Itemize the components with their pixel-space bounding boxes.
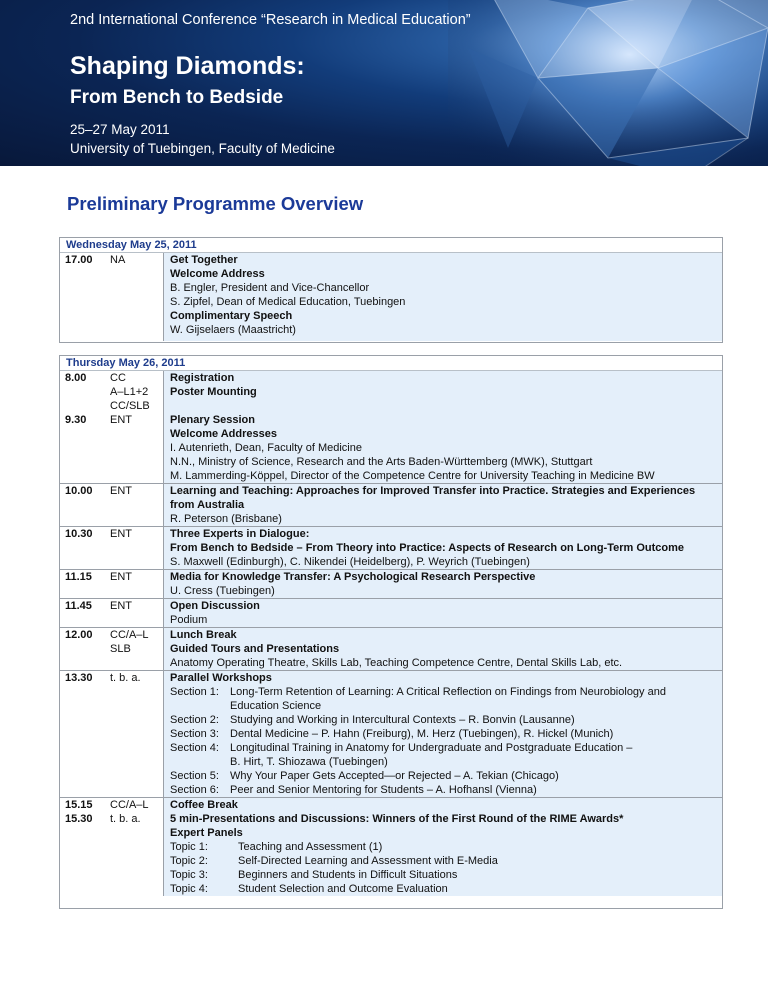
day-table-thursday [59, 355, 723, 909]
room-cell: t. b. a. [104, 671, 164, 797]
event-detail: N.N., Ministry of Science, Research and the Arts Baden-Württemberg (MWK), Stuttgart [170, 456, 593, 468]
room-cell: ENT [104, 599, 164, 627]
time-cell: 13.30 [60, 671, 104, 797]
event-title: Plenary Session [170, 414, 255, 426]
event-cell [164, 599, 722, 627]
room-cell: t. b. a. [104, 812, 164, 896]
event-detail: U. Cress (Tuebingen) [170, 585, 275, 597]
room-label: SLB [110, 643, 131, 655]
event-title: Complimentary Speech [170, 310, 293, 322]
time-cell: 15.15 [60, 798, 104, 812]
workshop-section [170, 713, 722, 727]
event-title: Open Discussion [170, 600, 260, 612]
conference-banner [0, 0, 768, 166]
section-text: Peer and Senior Mentoring for Students – A. Hofhansl (Vienna) [230, 784, 537, 796]
conference-subtitle: From Bench to Bedside [70, 87, 284, 108]
topic-text: Beginners and Students in Difficult Situations [238, 869, 458, 881]
event-cell [164, 798, 722, 812]
day-table-wednesday [59, 237, 723, 343]
table-row [60, 598, 722, 627]
section-text: Longitudinal Training in Anatomy for Undergraduate and Postgraduate Education – [230, 742, 633, 754]
time-cell: 17.00 [60, 253, 104, 341]
event-detail: Anatomy Operating Theatre, Skills Lab, Teaching Competence Centre, Dental Skills Lab, etc. [170, 657, 623, 669]
topic-label: Topic 3: [170, 869, 208, 881]
workshop-section [170, 769, 722, 783]
conference-venue: University of Tuebingen, Faculty of Medicine [70, 141, 335, 156]
room-cell [104, 371, 164, 413]
workshop-section [170, 685, 722, 699]
room-cell: CC/A–L [104, 798, 164, 812]
day-date: Wednesday May 25, 2011 [60, 238, 722, 253]
panel-topic [170, 840, 722, 854]
room-label: CC/SLB [110, 400, 150, 412]
time-cell: 10.30 [60, 527, 104, 569]
event-detail: M. Lammerding-Köppel, Director of the Competence Centre for University Teaching in Medicine BW [170, 470, 655, 482]
room-cell: ENT [104, 413, 164, 483]
day-date: Thursday May 26, 2011 [60, 356, 722, 371]
table-row [60, 670, 722, 797]
event-title: Parallel Workshops [170, 672, 272, 684]
table-row [60, 627, 722, 670]
event-detail: Podium [170, 614, 208, 626]
time-cell: 8.00 [60, 371, 104, 413]
section-label: Section 2: [170, 714, 219, 726]
table-row [60, 253, 722, 341]
section-text: Studying and Working in Intercultural Contexts – R. Bonvin (Lausanne) [230, 714, 575, 726]
room-cell: NA [104, 253, 164, 341]
time-cell: 11.15 [60, 570, 104, 598]
topic-text: Teaching and Assessment (1) [238, 841, 383, 853]
room-cell: ENT [104, 527, 164, 569]
event-detail: W. Gijselaers (Maastricht) [170, 324, 296, 336]
table-row [60, 812, 722, 896]
event-title: Coffee Break [170, 799, 238, 811]
event-title: Lunch Break [170, 629, 237, 641]
event-title: Guided Tours and Presentations [170, 643, 340, 655]
panel-topic [170, 882, 722, 896]
event-title: Learning and Teaching: Approaches for Improved Transfer into Practice. Strategies and Experiences [170, 485, 696, 497]
time-cell: 12.00 [60, 628, 104, 670]
conference-title: Shaping Diamonds: [70, 52, 305, 80]
section-text-continued: B. Hirt, T. Shiozawa (Tuebingen) [230, 756, 388, 768]
table-row [60, 483, 722, 526]
topic-label: Topic 2: [170, 855, 208, 867]
event-cell [164, 253, 722, 341]
event-cell [164, 812, 722, 896]
section-label: Section 3: [170, 728, 219, 740]
section-label: Section 4: [170, 742, 219, 754]
table-row [60, 797, 722, 812]
page-title: Preliminary Programme Overview [67, 193, 364, 214]
event-detail: B. Engler, President and Vice-Chancellor [170, 282, 370, 294]
workshop-section [170, 741, 722, 755]
table-row [60, 371, 722, 413]
event-cell [164, 413, 722, 483]
event-title: Media for Knowledge Transfer: A Psychological Research Perspective [170, 571, 536, 583]
event-cell [164, 671, 722, 797]
event-detail: S. Zipfel, Dean of Medical Education, Tuebingen [170, 296, 406, 308]
event-cell [164, 371, 722, 413]
time-cell: 10.00 [60, 484, 104, 526]
workshop-section [170, 727, 722, 741]
time-cell: 11.45 [60, 599, 104, 627]
event-title: From Bench to Bedside – From Theory into Practice: Aspects of Research on Long-Term Outcome [170, 542, 685, 554]
event-cell [164, 527, 722, 569]
event-title: Poster Mounting [170, 386, 257, 398]
event-title: Three Experts in Dialogue: [170, 528, 310, 540]
conference-dates: 25–27 May 2011 [70, 122, 170, 137]
event-title: Welcome Addresses [170, 428, 277, 440]
event-cell [164, 628, 722, 670]
event-detail: I. Autenrieth, Dean, Faculty of Medicine [170, 442, 362, 454]
topic-text: Self-Directed Learning and Assessment with E-Media [238, 855, 498, 867]
section-text-continued: Education Science [230, 700, 322, 712]
event-title: Registration [170, 372, 235, 384]
table-row [60, 569, 722, 598]
event-cell [164, 484, 722, 526]
topic-label: Topic 4: [170, 883, 208, 895]
diamond-graphic [448, 0, 768, 166]
event-title: from Australia [170, 499, 245, 511]
time-cell: 9.30 [60, 413, 104, 483]
section-label: Section 1: [170, 686, 219, 698]
room-cell [104, 628, 164, 670]
room-cell: ENT [104, 484, 164, 526]
event-detail: R. Peterson (Brisbane) [170, 513, 282, 525]
room-label: CC/A–L [110, 629, 149, 641]
section-label: Section 5: [170, 770, 219, 782]
room-label: CC [110, 372, 126, 384]
workshop-section [170, 783, 722, 797]
room-cell: ENT [104, 570, 164, 598]
section-text: Long-Term Retention of Learning: A Critical Reflection on Findings from Neurobiology and [230, 686, 666, 698]
time-cell: 15.30 [60, 812, 104, 896]
topic-label: Topic 1: [170, 841, 208, 853]
event-title: 5 min-Presentations and Discussions: Winners of the First Round of the RIME Awards* [170, 813, 624, 825]
conference-name: 2nd International Conference “Research in Medical Education” [70, 12, 471, 28]
topic-text: Student Selection and Outcome Evaluation [238, 883, 448, 895]
event-title: Expert Panels [170, 827, 243, 839]
event-title: Get Together [170, 254, 238, 266]
event-title: Welcome Address [170, 268, 265, 280]
panel-topic [170, 854, 722, 868]
section-text: Dental Medicine – P. Hahn (Freiburg), M. Herz (Tuebingen), R. Hickel (Munich) [230, 728, 614, 740]
table-row [60, 526, 722, 569]
section-text: Why Your Paper Gets Accepted—or Rejected – A. Tekian (Chicago) [230, 770, 559, 782]
room-label: A–L1+2 [110, 386, 149, 398]
table-row [60, 413, 722, 483]
panel-topic [170, 868, 722, 882]
event-detail: S. Maxwell (Edinburgh), C. Nikendei (Heidelberg), P. Weyrich (Tuebingen) [170, 556, 530, 568]
section-label: Section 6: [170, 784, 219, 796]
event-cell [164, 570, 722, 598]
